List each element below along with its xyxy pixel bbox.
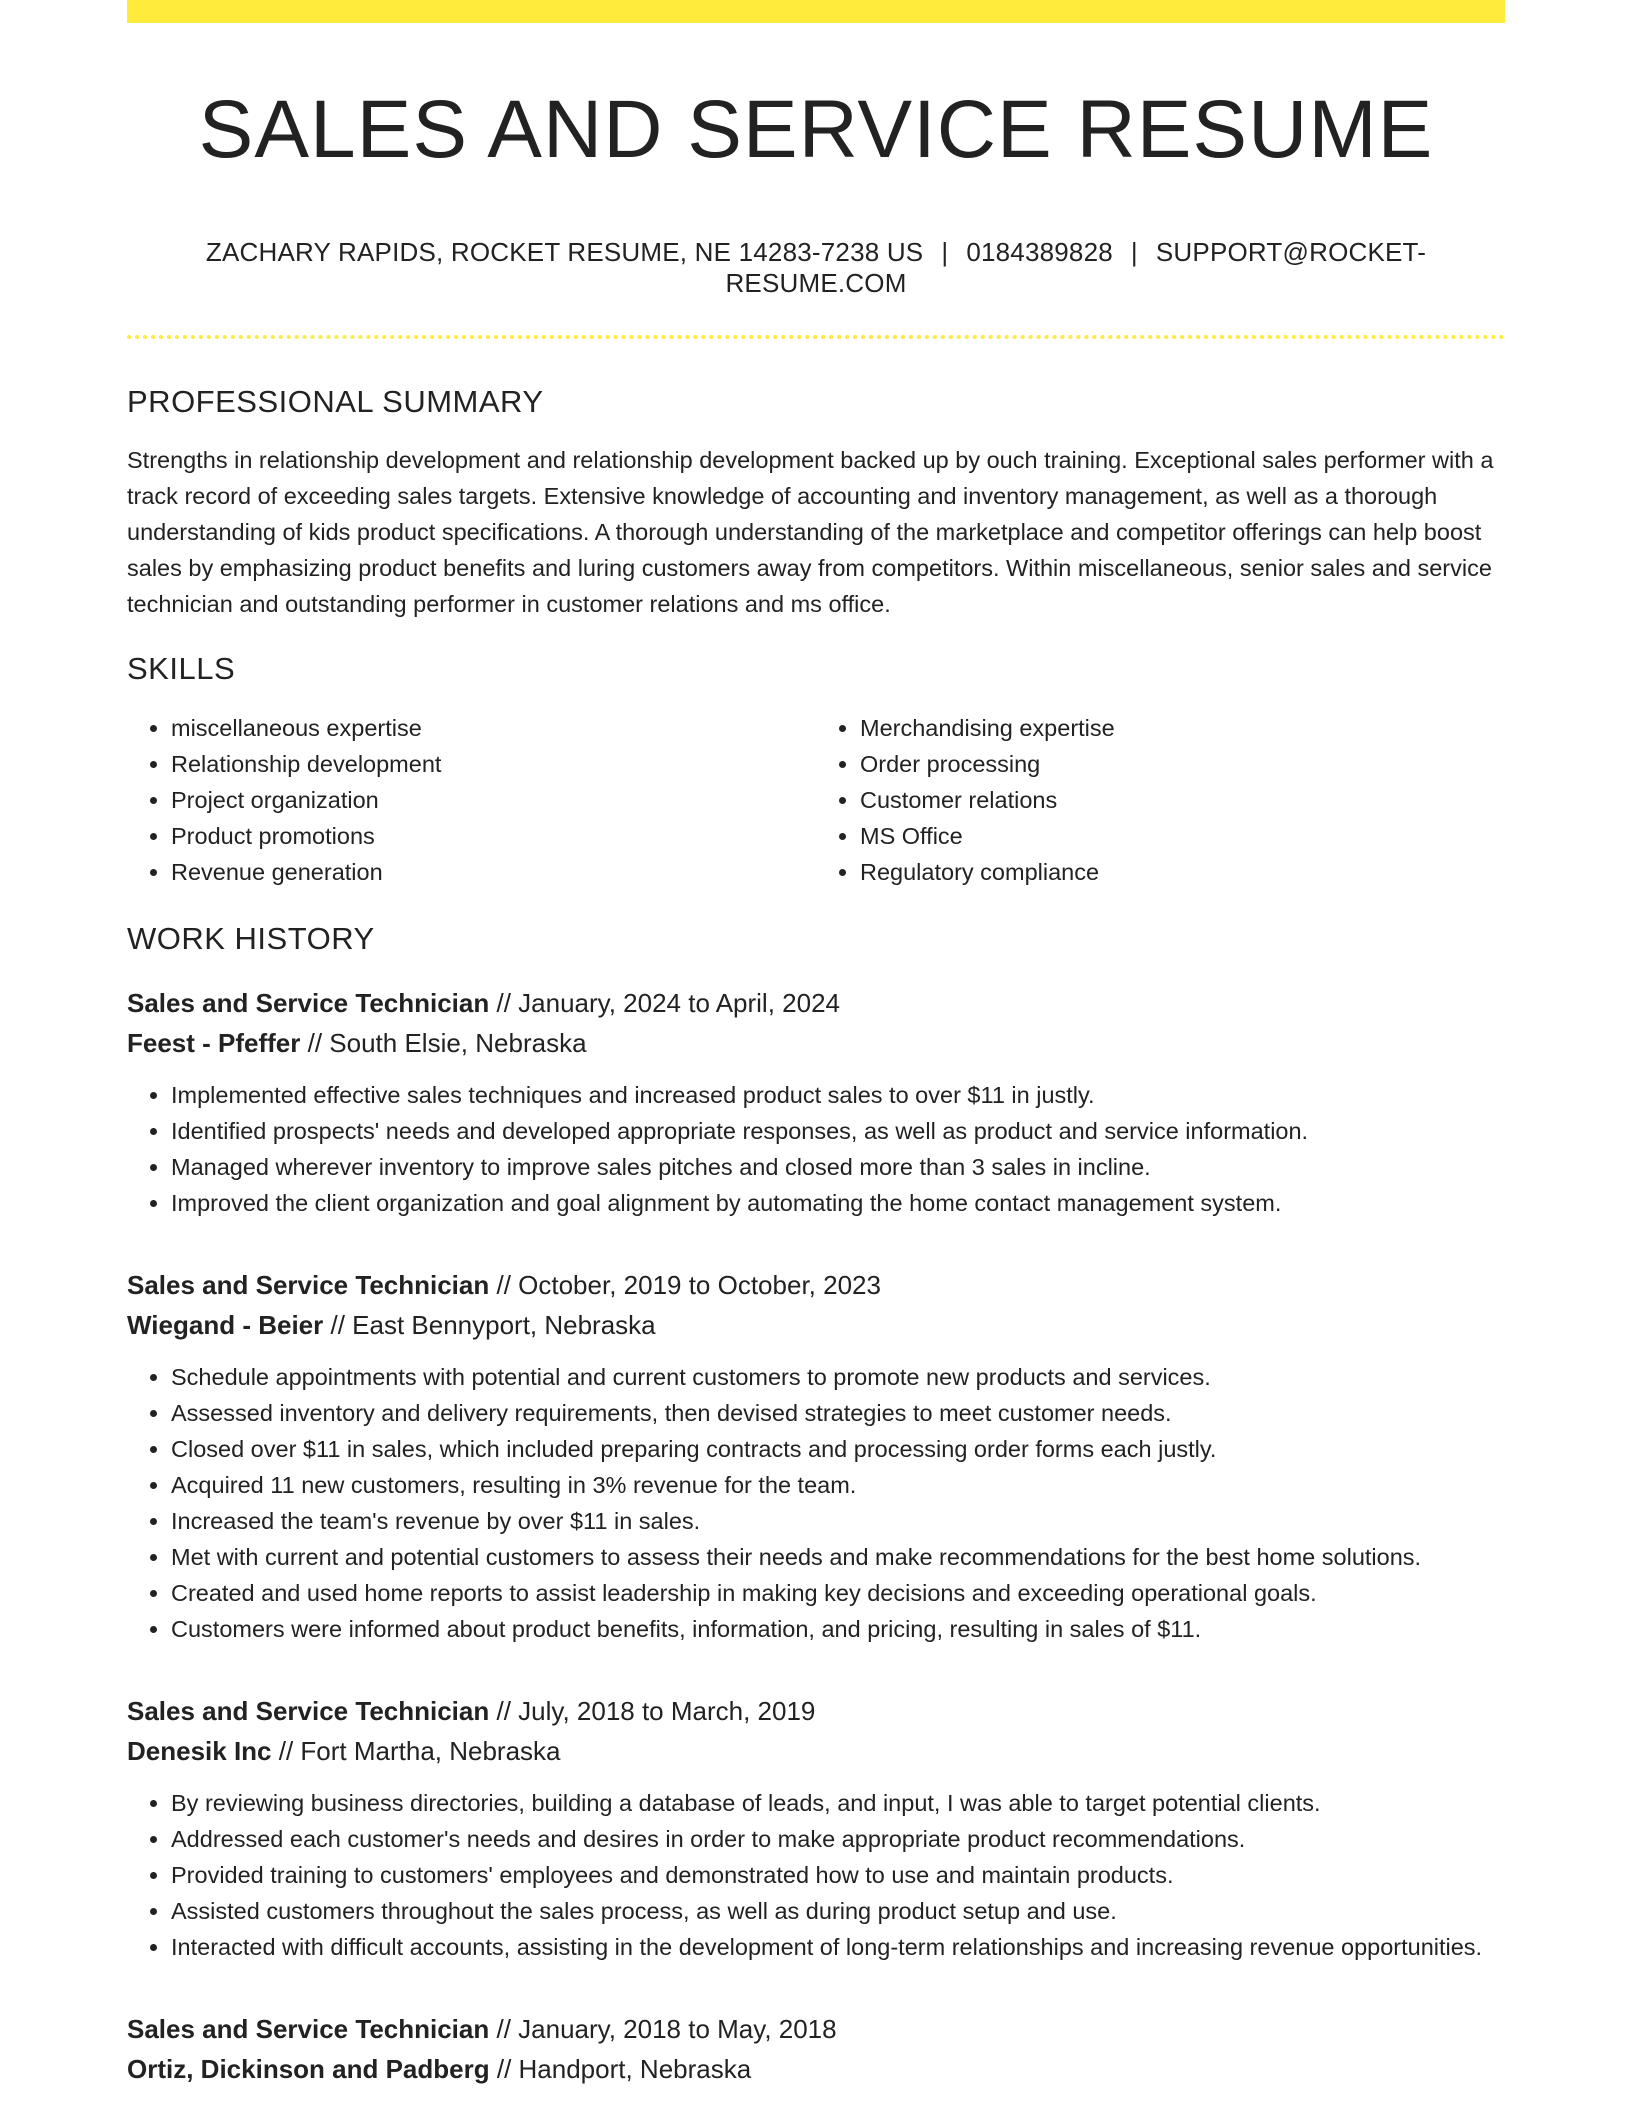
job-bullet: • By reviewing business directories, building a database of leads, and input, I was able to target potential clients. <box>171 1785 1505 1821</box>
job-dates: // January, 2024 to April, 2024 <box>489 987 840 1018</box>
job-location: // Handport, Nebraska <box>489 2053 752 2084</box>
contact-separator: | <box>1130 237 1138 268</box>
work-history-section <box>127 920 1505 2089</box>
job-dates: // July, 2018 to March, 2019 <box>489 1695 816 1726</box>
skill-item: • miscellaneous expertise <box>171 710 816 746</box>
job-bullet: • Provided training to customers' employees and demonstrated how to use and maintain products. <box>171 1857 1505 1893</box>
job-bullet: • Interacted with difficult accounts, assisting in the development of long-term relationships and increasing revenue opportunities. <box>171 1929 1505 1965</box>
job-company-line <box>127 2049 1505 2089</box>
job-company: Wiegand - Beier <box>127 1309 324 1340</box>
job-company-line <box>127 1305 1505 1345</box>
skill-item: • MS Office <box>860 818 1505 854</box>
job-company: Ortiz, Dickinson and Padberg <box>127 2053 490 2084</box>
job-bullets <box>127 1359 1505 1647</box>
job-bullet: • Assessed inventory and delivery requirements, then devised strategies to meet customer needs. <box>171 1395 1505 1431</box>
job-bullets <box>127 1077 1505 1221</box>
contact-separator: | <box>941 237 949 268</box>
job-title-line <box>127 2009 1505 2049</box>
job-bullet: • Schedule appointments with potential and current customers to promote new products and services. <box>171 1359 1505 1395</box>
accent-top-bar <box>127 0 1505 23</box>
job-bullet: • Closed over $11 in sales, which included preparing contracts and processing order forms each justly. <box>171 1431 1505 1467</box>
job-location: // Fort Martha, Nebraska <box>271 1735 561 1766</box>
job-bullet: • Customers were informed about product benefits, information, and pricing, resulting in sales of $11. <box>171 1611 1505 1647</box>
skills-list-right <box>816 710 1505 890</box>
resume-page <box>127 0 1505 2089</box>
contact-address: ZACHARY RAPIDS, ROCKET RESUME, NE 14283-7238 US <box>205 237 924 268</box>
job-title-line <box>127 983 1505 1023</box>
job-bullets <box>127 1785 1505 1965</box>
job-entry <box>127 1265 1505 1647</box>
job-title: Sales and Service Technician <box>127 987 490 1018</box>
summary-heading: PROFESSIONAL SUMMARY <box>127 384 544 420</box>
job-title: Sales and Service Technician <box>127 2013 490 2044</box>
job-title-line <box>127 1265 1505 1305</box>
page-title: SALES AND SERVICE RESUME <box>198 84 1434 175</box>
work-history-heading: WORK HISTORY <box>127 920 375 956</box>
job-bullet: • Improved the client organization and goal alignment by automating the home contact management system. <box>171 1185 1505 1221</box>
skills-heading: SKILLS <box>127 651 236 687</box>
job-title: Sales and Service Technician <box>127 1269 490 1300</box>
job-location: // East Bennyport, Nebraska <box>323 1309 656 1340</box>
job-company-line <box>127 1023 1505 1063</box>
job-bullet: • Met with current and potential customers to assess their needs and make recommendations for the best home solutions. <box>171 1539 1505 1575</box>
summary-section <box>127 383 1505 622</box>
skills-section <box>127 650 1505 889</box>
job-company-line <box>127 1731 1505 1771</box>
skill-item: • Product promotions <box>171 818 816 854</box>
job-bullet: • Implemented effective sales techniques and increased product sales to over $11 in justly. <box>171 1077 1505 1113</box>
skills-list-left <box>127 710 816 890</box>
contact-line <box>127 237 1505 299</box>
contact-phone: 0184389828 <box>966 237 1113 268</box>
job-bullet: • Identified prospects' needs and developed appropriate responses, as well as product and service information. <box>171 1113 1505 1149</box>
job-dates: // October, 2019 to October, 2023 <box>489 1269 881 1300</box>
job-entry <box>127 1691 1505 1965</box>
skill-item: • Regulatory compliance <box>860 854 1505 890</box>
job-bullet: • Managed wherever inventory to improve sales pitches and closed more than 3 sales in incline. <box>171 1149 1505 1185</box>
contact-email: SUPPORT@ROCKET-RESUME.COM <box>725 237 1427 299</box>
skill-item: • Relationship development <box>171 746 816 782</box>
skill-item: • Revenue generation <box>171 854 816 890</box>
job-bullet: • Increased the team's revenue by over $11 in sales. <box>171 1503 1505 1539</box>
job-entry <box>127 983 1505 1221</box>
skill-item: • Customer relations <box>860 782 1505 818</box>
job-bullet: • Addressed each customer's needs and desires in order to make appropriate product recommendations. <box>171 1821 1505 1857</box>
dotted-divider <box>127 335 1505 339</box>
job-bullet: • Assisted customers throughout the sales process, as well as during product setup and use. <box>171 1893 1505 1929</box>
job-company: Denesik Inc <box>127 1735 272 1766</box>
job-dates: // January, 2018 to May, 2018 <box>489 2013 837 2044</box>
skill-item: • Merchandising expertise <box>860 710 1505 746</box>
job-entry <box>127 2009 1505 2089</box>
summary-text: Strengths in relationship development and relationship development backed up by ouch training. Exceptional sales performer with a track record of exceeding sales targets. Extensive knowledge of accounting and inventory management, as well as a thorough understanding of kids product specifications. A thorough understanding of the marketplace and competitor offerings can help boost sales by emphasizing product benefits and luring customers away from competitors. Within miscellaneous, senior sales and service technician and outstanding performer in customer relations and ms office. <box>127 447 1494 618</box>
job-title-line <box>127 1691 1505 1731</box>
job-title: Sales and Service Technician <box>127 1695 490 1726</box>
skill-item: • Project organization <box>171 782 816 818</box>
skill-item: • Order processing <box>860 746 1505 782</box>
job-bullet: • Created and used home reports to assist leadership in making key decisions and exceeding operational goals. <box>171 1575 1505 1611</box>
job-location: // South Elsie, Nebraska <box>300 1027 587 1058</box>
job-bullet: • Acquired 11 new customers, resulting in 3% revenue for the team. <box>171 1467 1505 1503</box>
job-company: Feest - Pfeffer <box>127 1027 301 1058</box>
